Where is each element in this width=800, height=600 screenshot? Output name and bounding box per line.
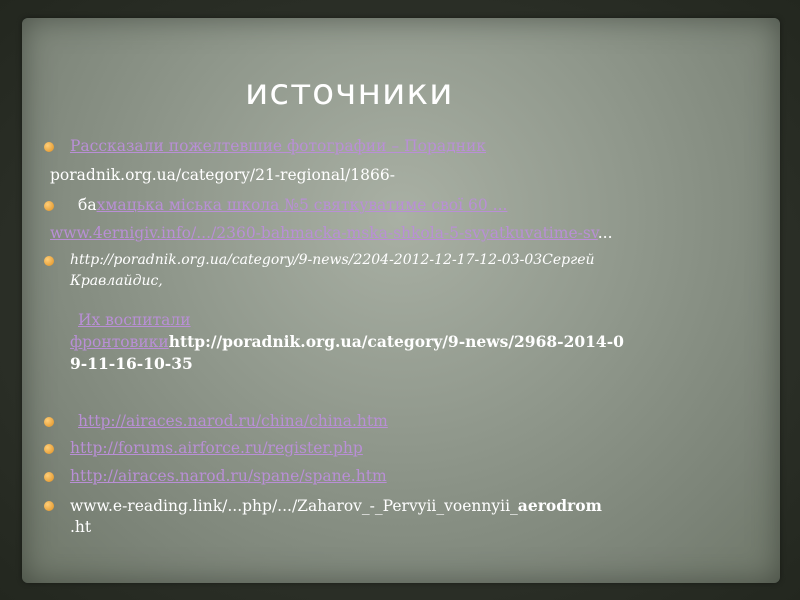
bullet-icon [44, 256, 54, 266]
source-item-4-line1 [70, 310, 770, 331]
source-link-1[interactable]: Рассказали пожелтевшие фотографии – Порадник [70, 137, 486, 155]
source-text-3-line1: http://poradnik.org.ua/category/9-news/2204-2012-12-17-12-03-03Сергей [70, 252, 595, 268]
source-link-4b[interactable]: фронтовики [70, 333, 169, 351]
source-item-1 [70, 136, 486, 157]
slide-title: источники [245, 72, 454, 113]
source-item-2 [78, 195, 507, 216]
source-item-8-line1 [70, 495, 770, 517]
source-url-4a: http://poradnik.org.ua/category/9-news/2968-2014-0 [168, 332, 624, 351]
source-url-2-ellipsis: ... [597, 224, 613, 242]
source-item-5 [78, 411, 388, 432]
source-item-3 [70, 250, 770, 292]
bullet-icon [44, 501, 54, 511]
bullet-icon [44, 201, 54, 211]
bullet-icon [44, 444, 54, 454]
source-link-5[interactable]: http://airaces.narod.ru/china/china.htm [78, 412, 388, 430]
source-link-6[interactable]: http://forums.airforce.ru/register.php [70, 439, 363, 457]
source-link-7[interactable]: http://airaces.narod.ru/spane/spane.htm [70, 467, 387, 485]
bullet-icon [44, 142, 54, 152]
source-text-8b: aerodrom [517, 496, 602, 515]
source-link-4a[interactable]: Их воспитали [78, 311, 191, 329]
bullet-icon [44, 417, 54, 427]
source-url-2[interactable]: www.4ernigiv.info/.../2360-bahmacka-mska-shkola-5-svyatkuvatime-sv [50, 224, 598, 242]
source-text-8a: www.e-reading.link/...php/.../Zaharov_-_Pervyii_voennyii_ [70, 497, 518, 515]
source-text-8-line2: .ht [70, 518, 92, 536]
source-url-4b: 9-11-16-10-35 [70, 354, 193, 373]
source-item-6 [70, 438, 363, 459]
source-item-7 [70, 466, 387, 487]
source-item-4 [70, 310, 770, 374]
source-prefix-2: ба [78, 196, 97, 214]
source-link-2[interactable]: хмацька міська школа №5 святкуватиме свої 60 ... [96, 196, 508, 214]
source-item-4-line2 [70, 331, 770, 353]
bullet-icon [44, 472, 54, 482]
source-item-8 [70, 495, 770, 538]
source-url-1: poradnik.org.ua/category/21-regional/1866- [50, 166, 395, 184]
source-text-3-line2: Кравлайдис, [70, 273, 163, 289]
source-url-2-line [50, 223, 613, 244]
